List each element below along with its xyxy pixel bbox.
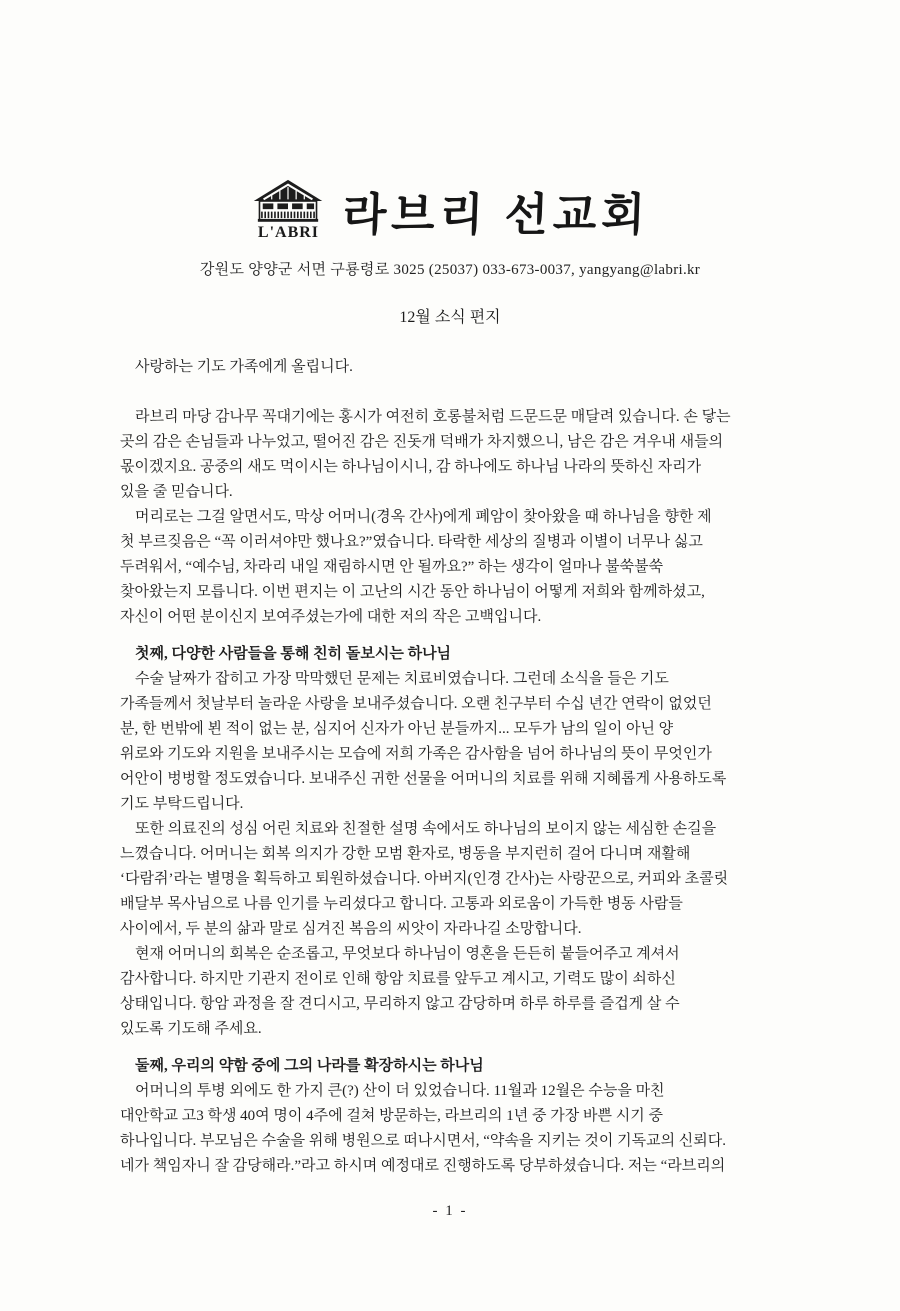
letter-paragraph: 라브리 마당 감나무 꼭대기에는 홍시가 여전히 호롱불처럼 드문드문 매달려 있습니다. 손 닿는 곳의 감은 손님들과 나누었고, 떨어진 감은 진돗개 덕배가 차지했으니, 남은 감은 겨우내 새들의 몫이겠지요. 공중의 새도 먹이시는 하나님이시니, 감 하나에도 하나님 나라의 뜻하신 자리가 있을 줄 믿습니다. <box>120 409 731 500</box>
letter-title: 12월 소식 편지 <box>399 309 501 326</box>
section-heading: 첫째, 다양한 사람들을 통해 친히 돌보시는 하나님 <box>135 646 452 662</box>
letterhead <box>0 0 900 327</box>
letter-greeting: 사랑하는 기도 가족에게 올립니다. <box>135 359 353 375</box>
labri-logo <box>0 178 900 242</box>
labri-korean-calligraphy: 라브리 선교회 <box>342 189 652 240</box>
contact-address-line: 강원도 양양군 서면 구룡령로 3025 (25037) 033-673-0037, yangyang@labri.kr <box>199 262 701 278</box>
letter-body <box>120 355 784 1179</box>
letter-paragraph: 어머니의 투병 외에도 한 가지 큰(?) 산이 더 있었습니다. 11월과 12월은 수능을 마친 대안학교 고3 학생 40여 명이 4주에 걸쳐 방문하는, 라브리의 1년 중 가장 바쁜 시기 중 하나입니다. 부모님은 수술을 위해 병원으로 떠나시면서, “약속을 지키는 것이 기독교의 신뢰다. 네가 책임자니 잘 감당해라.”라고 하시며 예정대로 진행하도록 당부하셨습니다. 저는 “라브리의 <box>120 1083 727 1174</box>
letter-paragraph: 현재 어머니의 회복은 순조롭고, 무엇보다 하나님이 영혼을 든든히 붙들어주고 계셔서 감사합니다. 하지만 기관지 전이로 인해 항암 치료를 앞두고 계시고, 기력도 많이 쇠하신 상태입니다. 항암 과정을 잘 견디시고, 무리하지 않고 감당하며 하루 하루를 즐겁게 살 수 있도록 기도해 주세요. <box>120 946 680 1037</box>
letter-paragraph: 수술 날짜가 잡히고 가장 막막했던 문제는 치료비였습니다. 그런데 소식을 들은 기도 가족들께서 첫날부터 놀라운 사랑을 보내주셨습니다. 오랜 친구부터 수십 년간 연락이 없었던 분, 한 번밖에 뵌 적이 없는 분, 심지어 신자가 아닌 분들까지... 모두가 남의 일이 아닌 양 위로와 기도와 지원을 보내주시는 모습에 저희 가족은 감사함을 넘어 하나님의 뜻이 무엇인가 어안이 벙벙할 정도였습니다. 보내주신 귀한 선물을 어머니의 치료를 위해 지혜롭게 사용하도록 기도 부탁드립니다. <box>120 671 727 812</box>
chalet-house-icon <box>249 179 327 242</box>
page-number: - 1 - <box>432 1203 468 1219</box>
section-heading: 둘째, 우리의 약함 중에 그의 나라를 확장하시는 하나님 <box>135 1058 484 1074</box>
letter-paragraph: 또한 의료진의 성심 어린 치료와 친절한 설명 속에서도 하나님의 보이지 않는 세심한 손길을 느꼈습니다. 어머니는 회복 의지가 강한 모범 환자로, 병동을 부지런히 걸어 다니며 재활해 ‘다람쥐’라는 별명을 획득하고 퇴원하셨습니다. 아버지(인경 간사)는 사랑꾼으로, 커피와 초콜릿 배달부 목사님으로 나름 인기를 누리셨다고 합니다. 고통과 외로움이 가득한 병동 사람들 사이에서, 두 분의 삶과 말로 심겨진 복음의 씨앗이 자라나길 소망합니다. <box>120 821 729 937</box>
letter-paragraph: 머리로는 그걸 알면서도, 막상 어머니(경옥 간사)에게 폐암이 찾아왔을 때 하나님을 향한 제 첫 부르짖음은 “꼭 이러셔야만 했나요?”였습니다. 타락한 세상의 질병과 이별이 너무나 싫고 두려워서, “예수님, 차라리 내일 재림하시면 안 될까요?” 하는 생각이 얼마나 불쑥불쑥 찾아왔는지 모릅니다. 이번 편지는 이 고난의 시간 동안 하나님이 어떻게 저희와 함께하셨고, 자신이 어떤 분이신지 보여주셨는가에 대한 저의 작은 고백입니다. <box>120 509 712 625</box>
labri-latin-name: L'ABRI <box>257 223 320 241</box>
